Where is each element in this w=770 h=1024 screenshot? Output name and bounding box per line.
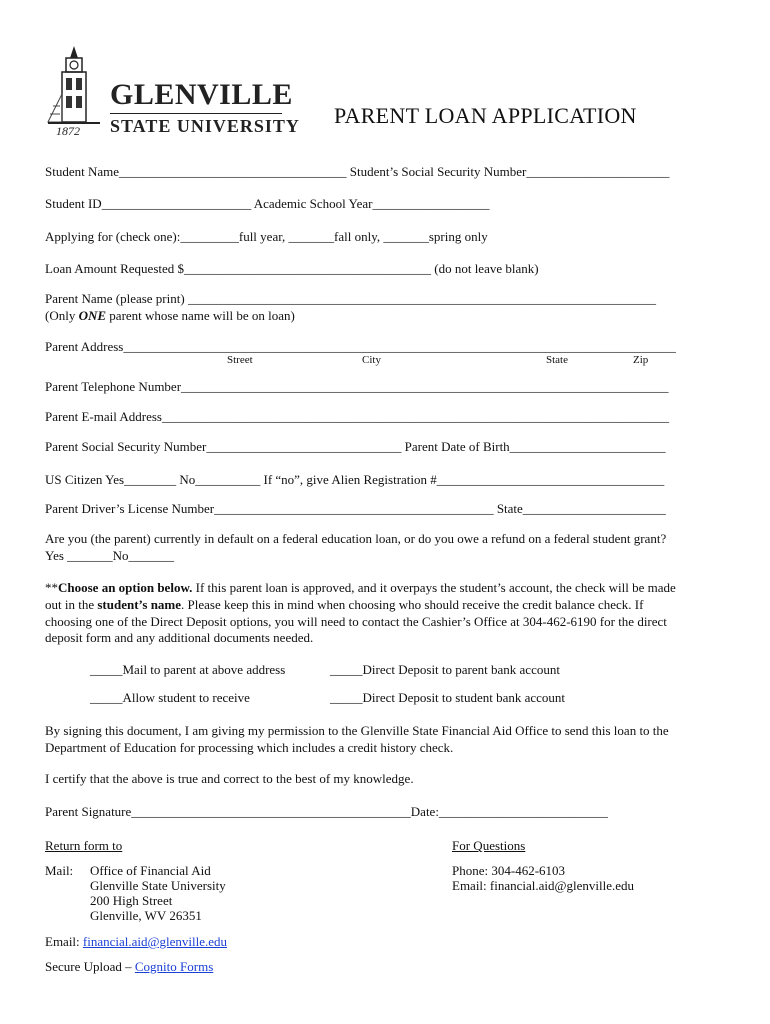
option-dd-student[interactable]: _____Direct Deposit to student bank account xyxy=(330,690,566,705)
license-line[interactable]: Parent Driver’s License Number___________________________________________ State______________________ xyxy=(45,501,666,516)
permission-line2: Department of Education for processing which includes a credit history check. xyxy=(45,740,454,755)
parent-ssn-line[interactable]: Parent Social Security Number______________________________ Parent Date of Birth________________________ xyxy=(45,439,666,454)
only-one-note xyxy=(45,308,295,324)
choose-paragraph-line1 xyxy=(45,580,676,596)
questions-email: Email: financial.aid@glenville.edu xyxy=(452,878,634,893)
cognito-forms-link[interactable]: Cognito Forms xyxy=(134,959,214,974)
logo-year: 1872 xyxy=(56,124,80,138)
address-line2: Glenville State University xyxy=(90,878,226,893)
signature-line[interactable]: Parent Signature___________________________________________Date:__________________________ xyxy=(45,804,608,819)
logo-divider xyxy=(110,113,282,114)
option-allow-student[interactable]: _____Allow student to receive xyxy=(90,690,250,705)
upload-label: Secure Upload – xyxy=(45,959,135,974)
university-logo xyxy=(44,44,300,140)
mail-label: Mail: xyxy=(45,863,74,878)
certify-statement: I certify that the above is true and correct to the best of my knowledge. xyxy=(45,771,414,786)
address-state-label: State xyxy=(546,354,568,366)
applying-for-line[interactable]: Applying for (check one):_________full year, _______fall only, _______spring only xyxy=(45,229,488,244)
citizen-line[interactable]: US Citizen Yes________ No__________ If “no”, give Alien Registration #___________________________________ xyxy=(45,472,665,487)
only-one-emphasis: ONE xyxy=(78,308,107,323)
page-title: PARENT LOAN APPLICATION xyxy=(334,103,637,128)
choose-line2-pre: out in the xyxy=(45,597,98,612)
email-row xyxy=(45,934,227,950)
upload-row xyxy=(45,959,213,975)
parent-name-line[interactable]: Parent Name (please print) ________________________________________________________________________ xyxy=(45,291,656,306)
return-form-heading: Return form to xyxy=(45,838,123,853)
option-dd-parent[interactable]: _____Direct Deposit to parent bank account xyxy=(330,662,560,677)
choose-line2-post: . Please keep this in mind when choosing who should receive the credit balance check. If xyxy=(181,597,644,612)
loan-amount-line[interactable]: Loan Amount Requested $______________________________________ (do not leave blank) xyxy=(45,261,539,276)
student-name-line[interactable]: Student Name___________________________________ Student’s Social Security Number______________________ xyxy=(45,164,670,179)
logo-line2: STATE UNIVERSITY xyxy=(110,116,300,136)
logo-line1: GLENVILLE xyxy=(110,78,293,111)
questions-heading: For Questions xyxy=(452,838,526,853)
email-link[interactable]: financial.aid@glenville.edu xyxy=(82,934,228,949)
only-one-suffix: parent whose name will be on loan) xyxy=(106,308,295,323)
address-line1: Office of Financial Aid xyxy=(90,863,211,878)
choose-prefix: ** xyxy=(45,580,58,595)
student-id-line[interactable]: Student ID_______________________ Academic School Year__________________ xyxy=(45,196,490,211)
choose-bold: Choose an option below. xyxy=(58,580,193,595)
address-line4: Glenville, WV 26351 xyxy=(90,908,202,923)
parent-phone-line[interactable]: Parent Telephone Number___________________________________________________________________________ xyxy=(45,379,669,394)
address-city-label: City xyxy=(362,354,381,366)
choose-text1: If this parent loan is approved, and it overpays the student’s account, the check will be made xyxy=(192,580,676,595)
choose-paragraph-line2 xyxy=(45,597,643,613)
parent-address-line[interactable]: Parent Address_____________________________________________________________________________________ xyxy=(45,339,676,354)
address-street-label: Street xyxy=(227,354,253,366)
address-line3: 200 High Street xyxy=(90,893,173,908)
choose-paragraph-line3: choosing one of the Direct Deposit options, you will need to contact the Cashier’s Office at 304-462-6190 for the direct xyxy=(45,614,667,629)
address-zip-label: Zip xyxy=(633,354,649,366)
default-question: Are you (the parent) currently in default on a federal education loan, or do you owe a refund on a federal student grant? xyxy=(45,531,667,546)
only-one-prefix: (Only xyxy=(45,308,79,323)
questions-phone: Phone: 304-462-6103 xyxy=(452,863,566,878)
parent-email-line[interactable]: Parent E-mail Address______________________________________________________________________________ xyxy=(45,409,669,424)
choose-paragraph-line4: deposit form and any additional documents needed. xyxy=(45,630,314,645)
default-yes-no[interactable]: Yes _______No_______ xyxy=(45,548,175,563)
email-label: Email: xyxy=(45,934,83,949)
permission-line1: By signing this document, I am giving my permission to the Glenville State Financial Aid Office to send this loan to the xyxy=(45,723,669,738)
option-mail-parent[interactable]: _____Mail to parent at above address xyxy=(90,662,286,677)
choose-bold2: student’s name xyxy=(97,597,182,612)
